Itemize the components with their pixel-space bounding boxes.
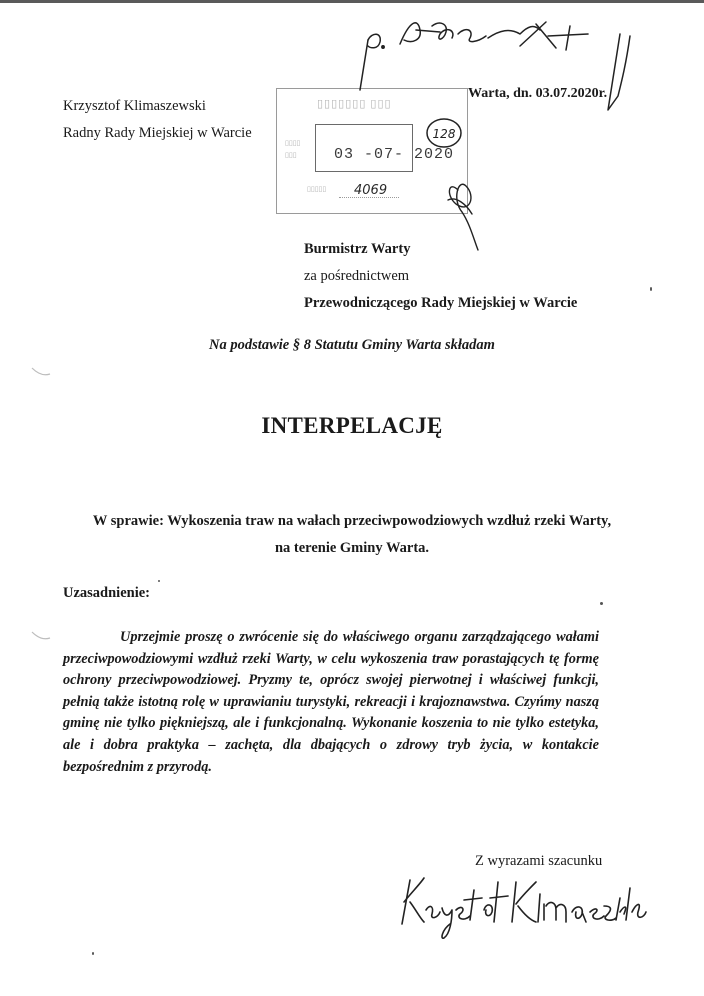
date-line: Warta, dn. 03.07.2020r. xyxy=(468,86,608,101)
stamp-faint-label: ▯▯▯ xyxy=(285,152,297,159)
ink-speck xyxy=(158,580,160,582)
document-title: INTERPELACJĘ xyxy=(261,413,443,438)
sender-role: Radny Rady Miejskiej w Warcie xyxy=(63,125,252,141)
justification-label: Uzasadnienie: xyxy=(63,585,150,601)
subject-line-1: W sprawie: Wykoszenia traw na wałach przeciwpowodziowych wzdłuż rzeki Warty, xyxy=(92,513,612,529)
subject-line-2: na terenie Gminy Warta. xyxy=(274,540,430,556)
ink-speck xyxy=(650,287,652,291)
stamp-number: 4069 xyxy=(354,183,388,198)
page-top-edge xyxy=(0,0,704,3)
recipient-block xyxy=(304,236,577,317)
subject-block xyxy=(40,508,664,562)
ink-speck xyxy=(92,952,94,955)
legal-basis: Na podstawie § 8 Statutu Gminy Warta składam xyxy=(209,337,495,353)
recipient-via: za pośrednictwem xyxy=(304,268,410,284)
signature xyxy=(402,878,646,938)
justification-text: Uprzejmie proszę o zwrócenie się do właściwego organu zarządzającego wałami przeciwpowodziowymi wzdłuż rzeki Warty, w celu wykoszenia traw porastających tę formę ochrony przeciwpowodziowej. Pryzmy te, oprócz swojej pierwotnej i właściwej funkcji, pełnią także istotną rolę w uprawianiu turystyki, rekreacji i krajoznawstwa. Czyńmy naszą gminę nie tylko piękniejszą, ale i funkcjonalną. Wykonanie koszenia to nie tylko estetyka, ale i dobra praktyka – zachęta, dla dbających o zdrowy tryb życia, w kontakcie bezpośrednim z przyrodą. xyxy=(63,629,599,775)
stamp-date: 03 -07- 2020 xyxy=(334,146,455,163)
stamp-faint-label: ▯▯▯▯▯ xyxy=(307,186,327,193)
recipient-chairman: Przewodniczącego Rady Miejskiej w Warcie xyxy=(304,295,578,311)
scan-mark xyxy=(32,632,50,639)
stamp-faint-label: ▯▯▯▯ xyxy=(285,140,301,147)
recipient-name: Burmistrz Warty xyxy=(304,241,411,257)
stamp-faint-header: ▯▯▯▯▯▯▯ ▯▯▯ xyxy=(317,98,392,110)
scan-mark xyxy=(32,368,50,375)
stamp-circle-text: 128 xyxy=(432,127,456,141)
sender-name: Krzysztof Klimaszewski xyxy=(63,98,206,114)
ink-speck xyxy=(600,602,603,605)
closing-phrase: Z wyrazami szacunku xyxy=(475,853,603,869)
